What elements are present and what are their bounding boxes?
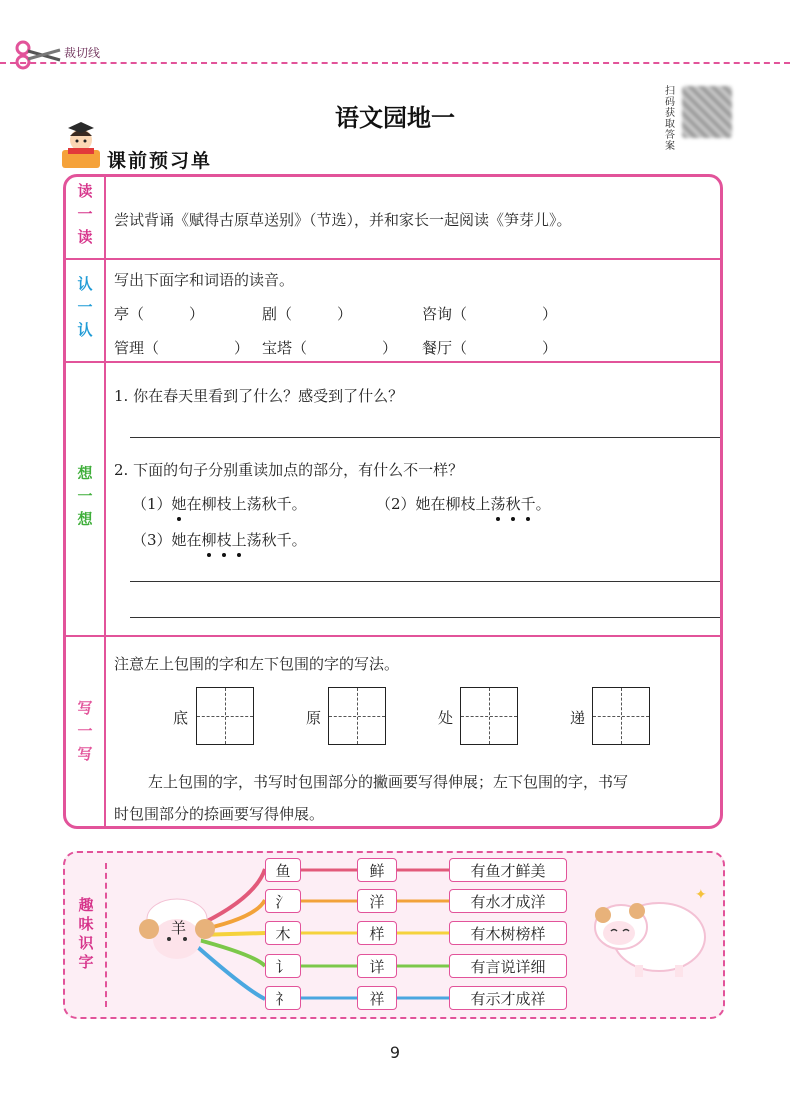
sentence-rest: 荡秋千。: [246, 531, 307, 549]
pinyin-item: 餐厅（ ）: [422, 339, 558, 357]
answer-line[interactable]: [130, 617, 722, 618]
example-char: 底: [173, 709, 189, 727]
phrase-cell: 有鱼才鲜美: [449, 858, 567, 882]
row-divider: [66, 635, 720, 637]
pinyin-item: 宝塔（ ）: [262, 339, 398, 357]
radical-cell: 氵: [265, 889, 301, 913]
sentence-prefix: （1）: [132, 495, 172, 513]
writing-grid[interactable]: [592, 687, 650, 745]
emphasis-char: 千: [520, 495, 536, 513]
radical-cell: 鱼: [265, 858, 301, 882]
sentence-prefix: （3）她在: [132, 531, 202, 549]
sentence-1: [132, 493, 307, 514]
writing-note-line-2: 时包围部分的捺画要写得伸展。: [114, 805, 325, 823]
emphasis-char: 秋: [505, 495, 521, 513]
recognize-instruction: 写出下面字和词语的读音。: [114, 271, 295, 289]
char-cell: 祥: [357, 986, 397, 1010]
char-cell: 洋: [357, 889, 397, 913]
think-question-1: 1. 你在春天里看到了什么？感受到了什么？: [114, 387, 404, 405]
sentence-prefix: （2）她在柳枝上: [376, 495, 491, 513]
radical-cell: 木: [265, 921, 301, 945]
sentence-rest: 。: [535, 495, 551, 513]
emphasis-char: 枝: [216, 531, 232, 549]
sentence-rest: 在柳枝上荡秋千。: [186, 495, 307, 513]
pinyin-item: 剧（ ）: [262, 305, 353, 323]
write-label-cell: [66, 637, 104, 829]
answer-line[interactable]: [130, 581, 722, 582]
write-instruction: 注意左上包围的字和左下包围的字的写法。: [114, 655, 400, 673]
page-number: 9: [389, 1043, 401, 1062]
read-text: 尝试背诵《赋得古原草送别》（节选），并和家长一起阅读《笋芽儿》。: [114, 211, 572, 229]
recognize-label: 认一认: [75, 276, 94, 345]
phrase-cell: 有木树榜样: [449, 921, 567, 945]
cut-line: [0, 62, 790, 64]
row-divider: [66, 258, 720, 260]
read-label-cell: [66, 177, 104, 258]
radical-cell: 讠: [265, 954, 301, 978]
pinyin-item: 管理（ ）: [114, 339, 250, 357]
char-cell: 样: [357, 921, 397, 945]
emphasis-char: 上: [231, 531, 247, 549]
cut-line-label: 裁切线: [64, 46, 101, 60]
writing-grid[interactable]: [460, 687, 518, 745]
section-heading: 课前预习单: [107, 150, 213, 172]
sentence-2: [376, 493, 551, 514]
root-char: 羊: [171, 919, 187, 937]
recognize-label-cell: [66, 260, 104, 361]
writing-note-line-1: 左上包围的字，书写时包围部分的撇画要写得伸展；左下包围的字，书写: [148, 773, 629, 791]
pinyin-item: 亭（ ）: [114, 305, 205, 323]
read-label: 读一读: [75, 183, 94, 252]
fun-label: 趣味识字: [76, 897, 95, 973]
sheep-icon: [585, 881, 713, 985]
example-char: 原: [306, 709, 322, 727]
phrase-cell: 有言说详细: [449, 954, 567, 978]
writing-grid[interactable]: [328, 687, 386, 745]
qr-code-icon[interactable]: [682, 86, 732, 138]
qr-label: 扫码获取答案: [665, 86, 675, 152]
answer-line[interactable]: [130, 437, 722, 438]
row-divider: [66, 361, 720, 363]
column-divider: [104, 177, 106, 826]
emphasis-char: 她: [171, 495, 187, 513]
example-char: 递: [570, 709, 586, 727]
think-label: 想一想: [75, 464, 94, 534]
svg-text:✦: ✦: [695, 887, 707, 903]
phrase-cell: 有示才成祥: [449, 986, 567, 1010]
radical-cell: 礻: [265, 986, 301, 1010]
writing-grid[interactable]: [196, 687, 254, 745]
pinyin-item: 咨询（ ）: [422, 305, 558, 323]
student-mascot-icon: [58, 120, 104, 170]
fun-characters-box: [63, 851, 725, 1019]
char-cell: 鲜: [357, 858, 397, 882]
fun-divider: [105, 863, 107, 1007]
emphasis-char: 柳: [201, 531, 217, 549]
emphasis-char: 荡: [490, 495, 506, 513]
example-char: 处: [438, 709, 454, 727]
fun-label-cell: [69, 853, 103, 1017]
preview-table: [63, 174, 723, 829]
scissors-icon: [14, 40, 62, 70]
think-label-cell: [66, 363, 104, 635]
sentence-3: [132, 529, 307, 550]
phrase-cell: 有水才成洋: [449, 889, 567, 913]
write-label: 写一写: [75, 700, 94, 769]
char-cell: 详: [357, 954, 397, 978]
think-question-2: 2. 下面的句子分别重读加点的部分，有什么不一样？: [114, 461, 464, 479]
page-title: 语文园地一: [335, 104, 455, 132]
